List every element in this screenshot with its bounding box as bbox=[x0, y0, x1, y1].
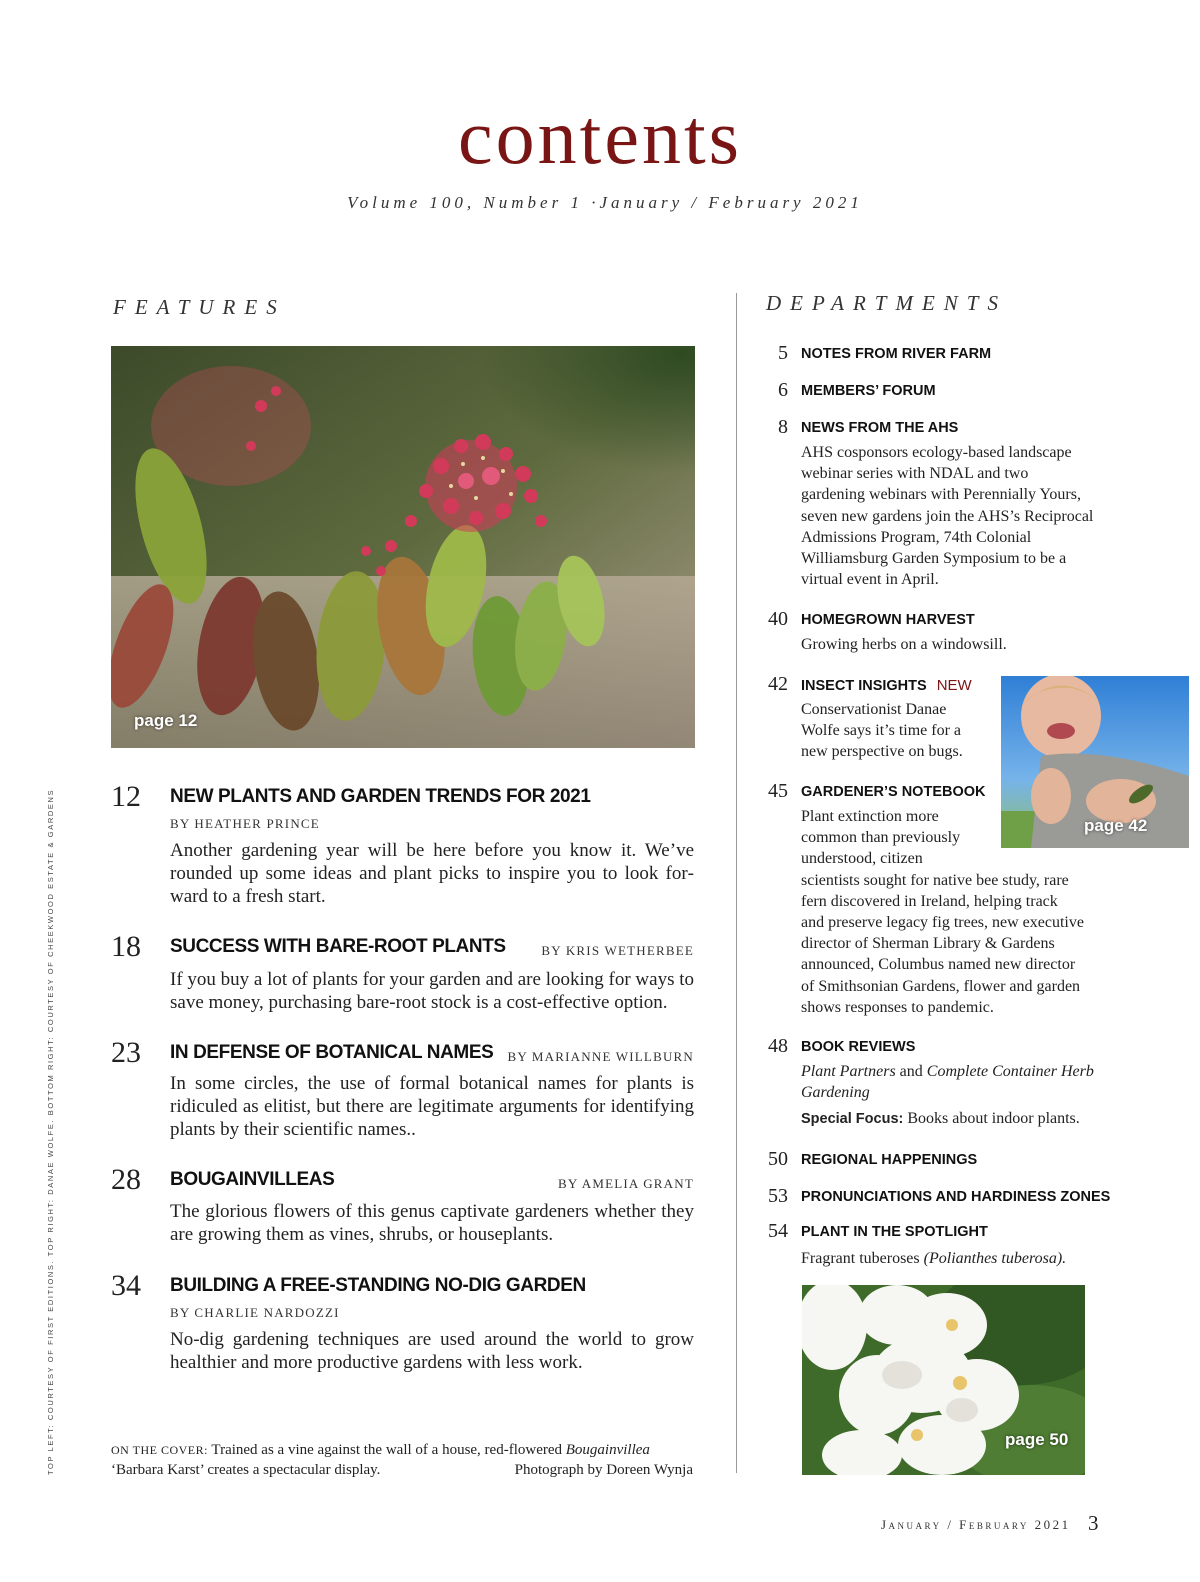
feature-description: No-dig gardening techniques are used around the world to grow healthier and more productive gardens with less work. bbox=[170, 1329, 694, 1373]
orchid-photo-caption: page 50 bbox=[1005, 1430, 1069, 1449]
page-title: contents bbox=[458, 93, 742, 180]
department-title[interactable]: MEMBERS’ FORUM bbox=[801, 383, 936, 399]
feature-page-number: 23 bbox=[111, 1036, 141, 1069]
feature-page-number: 18 bbox=[111, 930, 141, 963]
department-title[interactable]: HOMEGROWN HARVEST bbox=[801, 612, 975, 628]
feature-page-number: 12 bbox=[111, 780, 141, 813]
feature-byline: BY CHARLIE NARDOZZI bbox=[170, 1305, 340, 1320]
feature-title[interactable]: BOUGAINVILLEAS bbox=[170, 1169, 335, 1190]
department-description: Plant Partners and Complete Container Herb Gardening Special Focus: Books about indoor plants. bbox=[801, 1063, 1094, 1128]
department-page-number: 5 bbox=[778, 342, 788, 364]
issue-line: Volume 100, Number 1 ·January / February 2021 bbox=[347, 193, 863, 212]
orchid-photo[interactable] bbox=[802, 1285, 1085, 1475]
department-title[interactable]: REGIONAL HAPPENINGS bbox=[801, 1152, 978, 1168]
department-page-number: 48 bbox=[768, 1035, 788, 1057]
feature-byline: BY HEATHER PRINCE bbox=[170, 816, 320, 831]
department-title[interactable]: BOOK REVIEWS bbox=[801, 1039, 916, 1055]
feature-title[interactable]: IN DEFENSE OF BOTANICAL NAMES bbox=[170, 1042, 494, 1063]
department-page-number: 42 bbox=[768, 673, 788, 695]
feature-page-number: 28 bbox=[111, 1163, 141, 1196]
department-title[interactable]: NEWS FROM THE AHS bbox=[801, 420, 959, 436]
feature-title[interactable]: BUILDING A FREE-STANDING NO-DIG GARDEN bbox=[170, 1275, 586, 1296]
features-heading: FEATURES bbox=[113, 295, 286, 319]
department-title[interactable]: NOTES FROM RIVER FARM bbox=[801, 346, 992, 362]
photo-credits-vertical: TOP LEFT: COURTESY OF FIRST EDITIONS. TOP RIGHT: DANAE WOLFE. BOTTOM RIGHT: COURTESY OF CHEEKWOOD ESTATE & GARDENS bbox=[46, 788, 55, 1475]
feature-page-number: 34 bbox=[111, 1269, 141, 1302]
feature-photo[interactable] bbox=[111, 346, 695, 748]
departments-heading: DEPARTMENTS bbox=[766, 291, 1007, 315]
department-page-number: 53 bbox=[768, 1185, 788, 1207]
feature-title[interactable]: SUCCESS WITH BARE-ROOT PLANTS bbox=[170, 936, 506, 957]
department-page-number: 8 bbox=[778, 416, 788, 438]
department-page-number: 6 bbox=[778, 379, 788, 401]
new-badge: NEW bbox=[936, 677, 972, 694]
department-title[interactable] bbox=[801, 677, 972, 694]
feature-photo-caption: page 12 bbox=[134, 711, 198, 730]
footer-issue-date: January / February 2021 bbox=[881, 1517, 1071, 1532]
department-description: Plant extinction more common than previously understood, citizen scientists sought for native bee study, rare fern discovered in Ireland, helping track and preserve legacy fig trees, new executive director of Sherman Library & Gardens announced, Columbus named new director of Smithsonian Gardens, flower and garden shows responses to pandemic. bbox=[801, 808, 1084, 1016]
department-title[interactable]: GARDENER’S NOTEBOOK bbox=[801, 784, 986, 800]
department-page-number: 54 bbox=[768, 1220, 788, 1242]
feature-byline: BY AMELIA GRANT bbox=[558, 1176, 694, 1191]
department-title-text: INSECT INSIGHTS bbox=[801, 678, 927, 694]
department-page-number: 50 bbox=[768, 1148, 788, 1170]
cover-note-label: ON THE COVER: bbox=[111, 1443, 208, 1457]
department-page-number: 45 bbox=[768, 780, 788, 802]
insect-photo-caption: page 42 bbox=[1084, 816, 1148, 835]
red-flower-image bbox=[111, 346, 695, 748]
department-description: AHS cosponsors ecology-based landscape webinar series with NDAL and two gardening webinars with Perennially Yours, seven new gardens join the AHS’s Reciprocal Admissions Program, 74th Colonial Williamsburg Garden Symposium to be a virtual event in April. bbox=[801, 444, 1094, 589]
cover-photo-credit: Photograph by Doreen Wynja bbox=[514, 1462, 693, 1478]
footer-page-number: 3 bbox=[1088, 1511, 1099, 1535]
feature-title[interactable]: NEW PLANTS AND GARDEN TRENDS FOR 2021 bbox=[170, 786, 591, 807]
cover-note: ON THE COVER: Trained as a vine against the wall of a house, red-flowered Bougainvillea ‘Barbara Karst’ creates a spectacular display. Photograph by Doreen Wynja bbox=[111, 1442, 693, 1478]
department-title[interactable]: PLANT IN THE SPOTLIGHT bbox=[801, 1224, 988, 1240]
department-description: Growing herbs on a windowsill. bbox=[801, 636, 1007, 653]
feature-description: In some circles, the use of formal botanical names for plants is ridiculed as elitist, but there are legitimate arguments for identifying plants by their scientific names.. bbox=[170, 1073, 694, 1140]
department-description: Conservationist Danae Wolfe says it’s time for a new perspective on bugs. bbox=[801, 701, 963, 761]
feature-byline: BY KRIS WETHERBEE bbox=[541, 943, 694, 958]
feature-byline: BY MARIANNE WILLBURN bbox=[507, 1049, 694, 1064]
feature-description: The glorious flowers of this genus captivate gardeners whether they are growing them as vines, shrubs, or houseplants. bbox=[170, 1201, 694, 1245]
department-description: Fragrant tuberoses (Polianthes tuberosa). bbox=[801, 1250, 1067, 1267]
department-page-number: 40 bbox=[768, 608, 788, 630]
column-divider bbox=[736, 293, 737, 1473]
feature-description: Another gardening year will be here before you know it. We’ve rounded up some ideas and plant picks to inspire you to look forward to a fresh start. bbox=[170, 840, 694, 907]
department-title[interactable]: PRONUNCIATIONS AND HARDINESS ZONES bbox=[801, 1189, 1111, 1205]
feature-description: If you buy a lot of plants for your garden and are looking for ways to save money, purchasing bare-root stock is a cost-effective option. bbox=[170, 969, 694, 1013]
